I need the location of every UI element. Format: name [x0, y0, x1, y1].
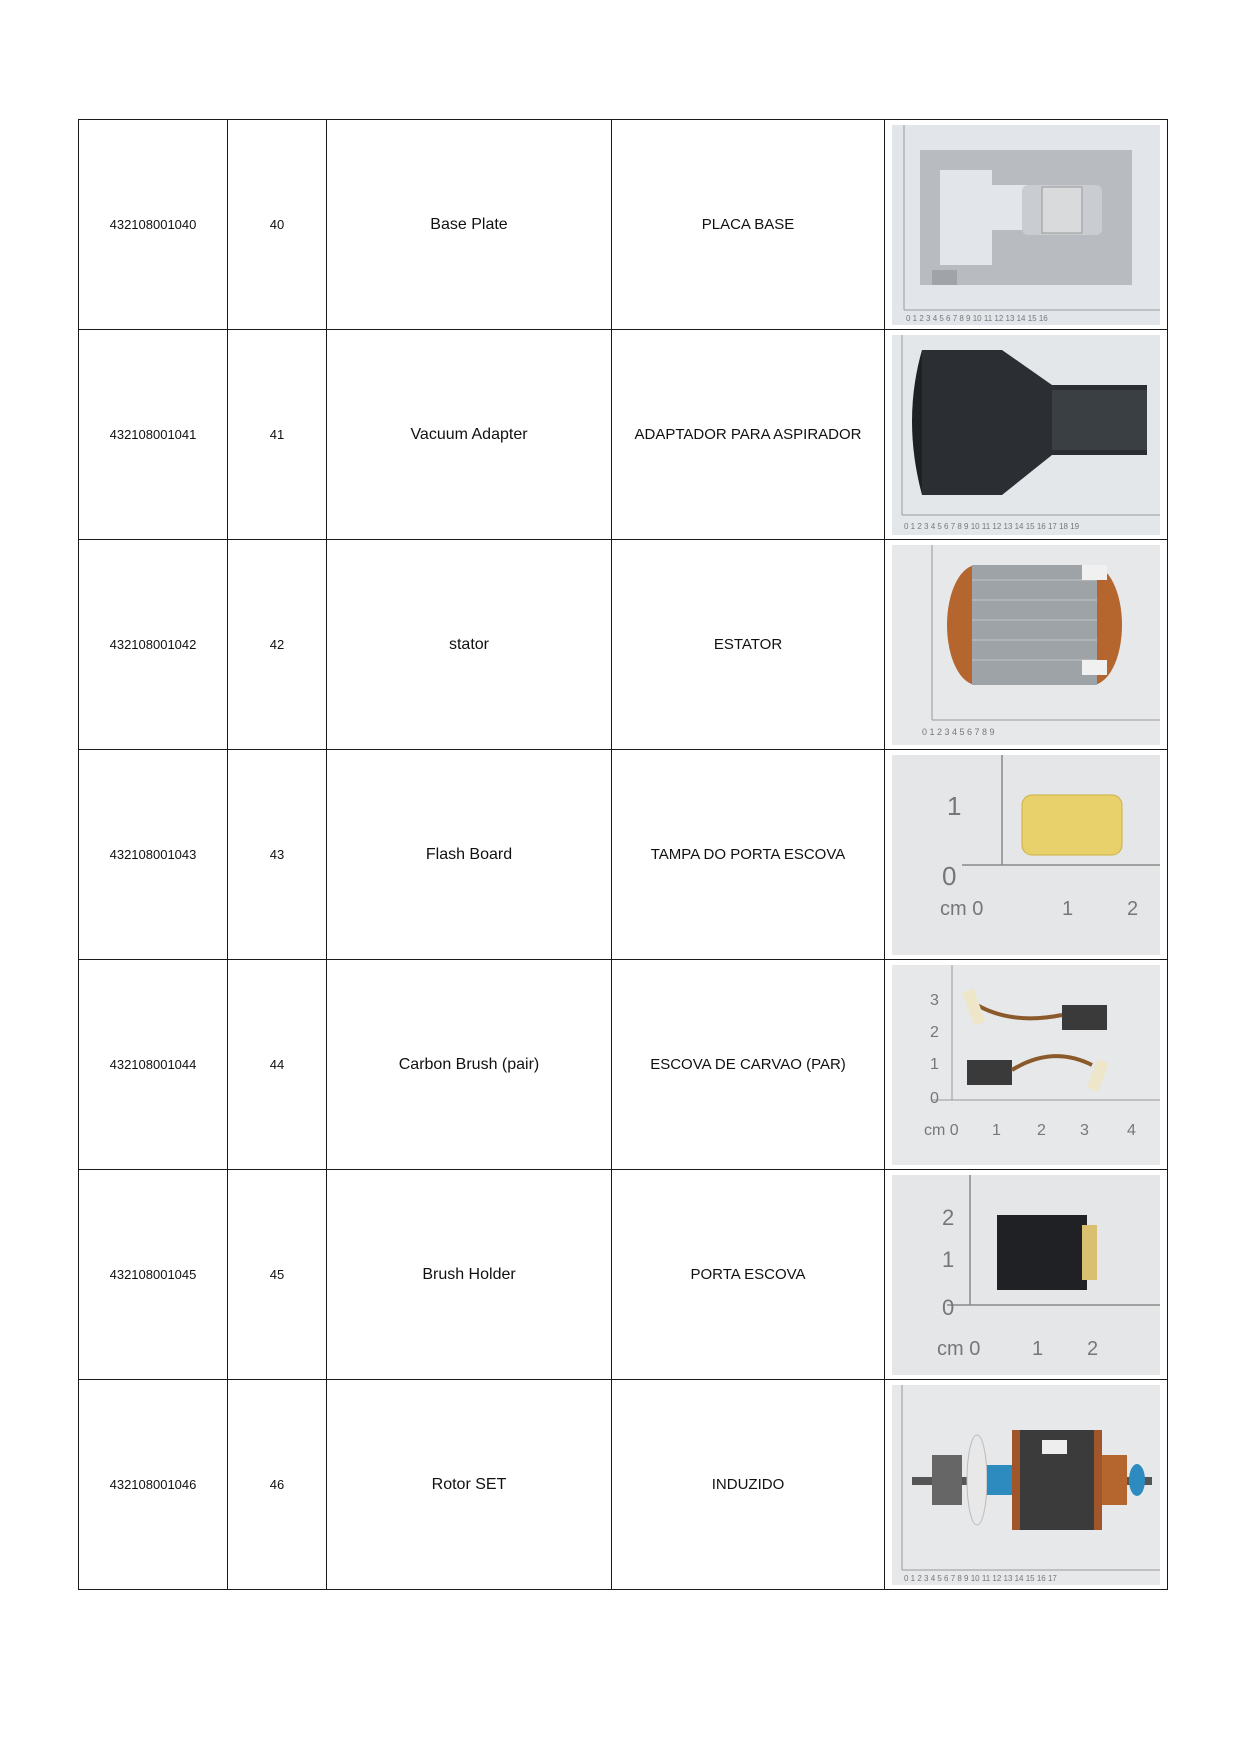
part-code: 432108001043	[79, 750, 228, 960]
svg-text:3: 3	[930, 991, 939, 1009]
part-name-en: stator	[327, 540, 612, 750]
svg-text:0 1 2 3 4 5 6 7 8 9 10 11 12 1: 0 1 2 3 4 5 6 7 8 9 10 11 12 13 14 15 16 17	[904, 1573, 1057, 1583]
part-name-pt: ESTATOR	[612, 540, 885, 750]
table-row	[79, 120, 1168, 330]
svg-text:2: 2	[942, 1204, 955, 1230]
part-name-en: Vacuum Adapter	[327, 330, 612, 540]
svg-text:0: 0	[930, 1089, 939, 1107]
table-row	[79, 1170, 1168, 1380]
svg-text:0 1 2 3 4 5 6 7 8 9 10 11 12 1: 0 1 2 3 4 5 6 7 8 9 10 11 12 13 14 15 16	[906, 313, 1048, 323]
item-number: 41	[228, 330, 327, 540]
part-name-en: Base Plate	[327, 120, 612, 330]
table-row	[79, 960, 1168, 1170]
svg-text:2: 2	[1037, 1121, 1046, 1139]
svg-text:1: 1	[1032, 1337, 1044, 1360]
parts-table	[78, 119, 1168, 1590]
rotor-set-photo	[892, 1385, 1160, 1585]
svg-text:cm 0: cm 0	[924, 1121, 959, 1139]
item-number: 44	[228, 960, 327, 1170]
svg-text:1: 1	[942, 1246, 955, 1272]
svg-text:1: 1	[930, 1055, 939, 1073]
item-number: 46	[228, 1380, 327, 1590]
svg-text:1: 1	[992, 1121, 1001, 1139]
svg-text:4: 4	[1127, 1121, 1136, 1139]
part-code: 432108001046	[79, 1380, 228, 1590]
carbon-brush-photo	[892, 965, 1160, 1165]
svg-text:cm 0: cm 0	[940, 897, 984, 920]
part-code: 432108001041	[79, 330, 228, 540]
svg-text:cm 0: cm 0	[937, 1337, 981, 1360]
svg-text:1: 1	[1062, 897, 1074, 920]
table-row	[79, 750, 1168, 960]
brush-holder-photo	[892, 1175, 1160, 1375]
svg-text:1: 1	[947, 790, 962, 821]
stator-photo	[892, 545, 1160, 745]
part-code: 432108001042	[79, 540, 228, 750]
part-name-pt: PORTA ESCOVA	[612, 1170, 885, 1380]
part-name-pt: ADAPTADOR PARA ASPIRADOR	[612, 330, 885, 540]
part-code: 432108001044	[79, 960, 228, 1170]
part-name-en: Rotor SET	[327, 1380, 612, 1590]
item-number: 42	[228, 540, 327, 750]
svg-text:0 1 2 3 4 5 6 7 8 9 10 11 12 1: 0 1 2 3 4 5 6 7 8 9 10 11 12 13 14 15 16 17 18 19	[904, 521, 1080, 531]
vacuum-adapter-photo	[892, 335, 1160, 535]
base-plate-photo	[892, 125, 1160, 325]
svg-text:2: 2	[930, 1023, 939, 1041]
part-name-pt: TAMPA DO PORTA ESCOVA	[612, 750, 885, 960]
flash-board-photo	[892, 755, 1160, 955]
part-name-pt: ESCOVA DE CARVAO (PAR)	[612, 960, 885, 1170]
svg-text:2: 2	[1087, 1337, 1099, 1360]
part-name-pt: INDUZIDO	[612, 1380, 885, 1590]
item-number: 43	[228, 750, 327, 960]
part-name-en: Flash Board	[327, 750, 612, 960]
part-name-en: Brush Holder	[327, 1170, 612, 1380]
part-code: 432108001040	[79, 120, 228, 330]
svg-text:3: 3	[1080, 1121, 1089, 1139]
table-row	[79, 330, 1168, 540]
table-row	[79, 1380, 1168, 1590]
item-number: 40	[228, 120, 327, 330]
table-row	[79, 540, 1168, 750]
svg-text:0 1 2 3 4 5 6 7 8 9: 0 1 2 3 4 5 6 7 8 9	[922, 726, 995, 737]
item-number: 45	[228, 1170, 327, 1380]
part-name-pt: PLACA BASE	[612, 120, 885, 330]
svg-text:0: 0	[942, 1294, 955, 1320]
part-name-en: Carbon Brush (pair)	[327, 960, 612, 1170]
svg-text:2: 2	[1127, 897, 1139, 920]
part-code: 432108001045	[79, 1170, 228, 1380]
svg-text:0: 0	[942, 860, 957, 891]
